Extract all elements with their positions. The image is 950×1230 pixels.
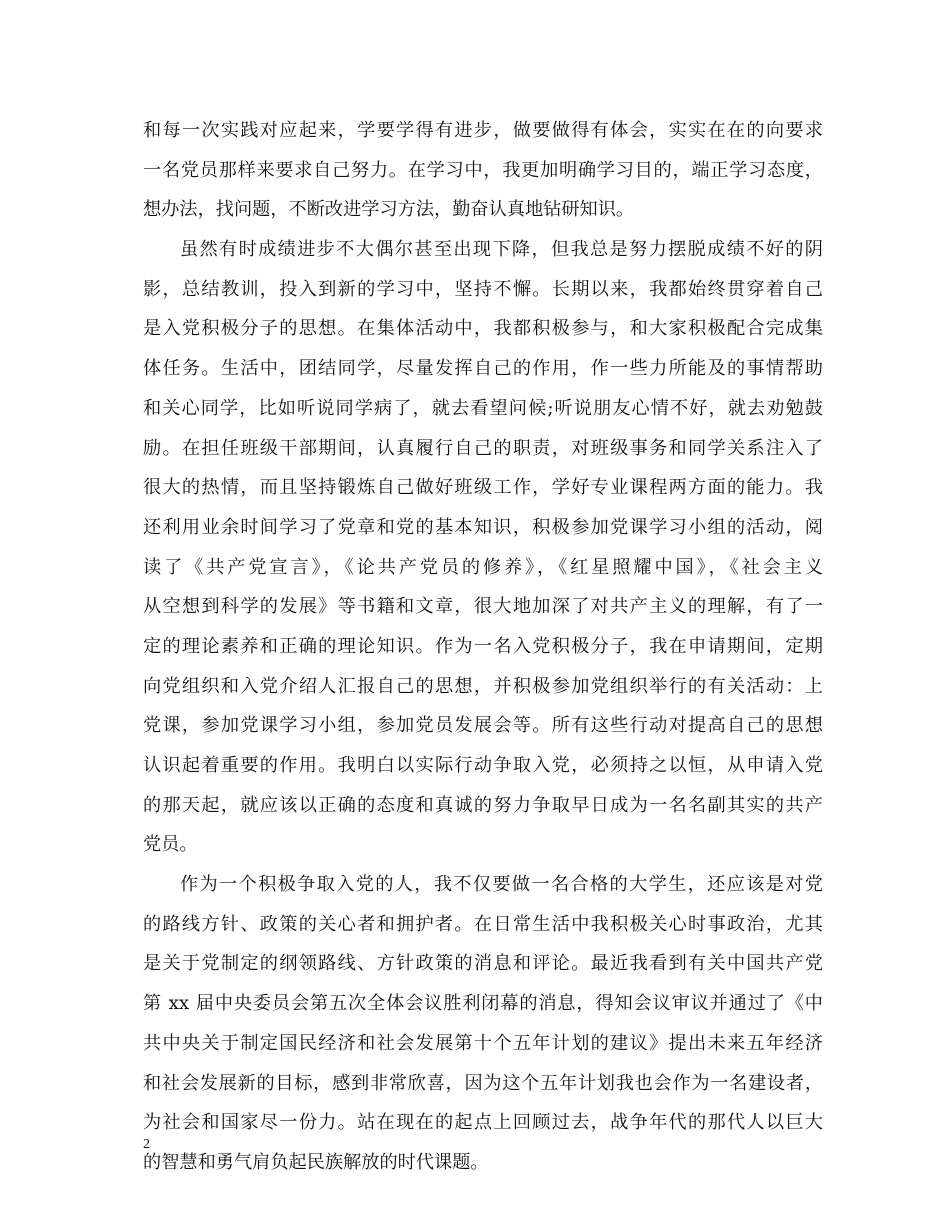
- text-line: 共中央关于制定国民经济和社会发展第十个五年计划的建议》提出未来五年经济: [143, 1032, 823, 1054]
- text-line: 读了《共产党宣言》，《论共产党员的修养》，《红星照耀中国》，《社会主义: [143, 556, 823, 578]
- text-line: 党员。: [143, 834, 198, 856]
- text-line: 是入党积极分子的思想。在集体活动中，我都积极参与，和大家积极配合完成集: [143, 318, 823, 340]
- text-line: 为社会和国家尽一份力。站在现在的起点上回顾过去，战争年代的那代人以巨大: [143, 1112, 823, 1134]
- text-line: 虽然有时成绩进步不大偶尔甚至出现下降，但我总是努力摆脱成绩不好的阴: [180, 239, 823, 261]
- text-line: 是关于党制定的纲领路线、方针政策的消息和评论。最近我看到有关中国共产党: [143, 953, 823, 975]
- text-line: 和每一次实践对应起来，学要学得有进步，做要做得有体会，实实在在的向要求: [143, 120, 823, 141]
- text-line: 的路线方针、政策的关心者和拥护者。在日常生活中我积极关心时事政治，尤其: [143, 913, 823, 935]
- text-line: 向党组织和入党介绍人汇报自己的思想，并积极参加党组织举行的有关活动：上: [143, 675, 823, 697]
- text-line: 党课，参加党课学习小组，参加党员发展会等。所有这些行动对提高自己的思想: [143, 715, 823, 737]
- text-line: 一名党员那样来要求自己努力。在学习中，我更加明确学习目的，端正学习态度，: [143, 159, 823, 181]
- text-line: 第 xx 届中央委员会第五次全体会议胜利闭幕的消息，得知会议审议并通过了《中: [143, 993, 823, 1015]
- text-line: 定的理论素养和正确的理论知识。作为一名入党积极分子，我在申请期间，定期: [143, 635, 823, 657]
- text-line: 认识起着重要的作用。我明白以实际行动争取入党，必须持之以恒，从申请入党: [143, 755, 823, 776]
- text-line: 影，总结教训，投入到新的学习中，坚持不懈。长期以来，我都始终贯穿着自己: [143, 278, 823, 300]
- text-line: 的智慧和勇气肩负起民族解放的时代课题。: [143, 1151, 489, 1173]
- text-line: 的那天起，就应该以正确的态度和真诚的努力争取早日成为一名名副其实的共产: [143, 794, 823, 816]
- text-line: 从空想到科学的发展》等书籍和文章，很大地加深了对共产主义的理解，有了一: [143, 596, 823, 618]
- page-number: 2: [143, 1137, 150, 1152]
- body-text: [143, 111, 823, 1183]
- text-line: 励。在担任班级干部期间，认真履行自己的职责，对班级事务和同学关系注入了: [143, 437, 823, 459]
- text-line: 很大的热情，而且坚持锻炼自己做好班级工作，学好专业课程两方面的能力。我: [143, 477, 823, 499]
- text-line: 和社会发展新的目标，感到非常欣喜，因为这个五年计划我也会作为一名建设者，: [143, 1072, 823, 1094]
- text-line: 体任务。生活中，团结同学，尽量发挥自己的作用，作一些力所能及的事情帮助: [143, 358, 823, 380]
- text-line: 想办法，找问题，不断改进学习方法，勤奋认真地钻研知识。: [143, 199, 635, 221]
- text-line: 还利用业余时间学习了党章和党的基本知识，积极参加党课学习小组的活动，阅: [143, 516, 823, 538]
- text-line: 作为一个积极争取入党的人，我不仅要做一名合格的大学生，还应该是对党: [180, 874, 823, 896]
- text-line: 和关心同学，比如听说同学病了，就去看望问候;听说朋友心情不好，就去劝勉鼓: [143, 397, 823, 419]
